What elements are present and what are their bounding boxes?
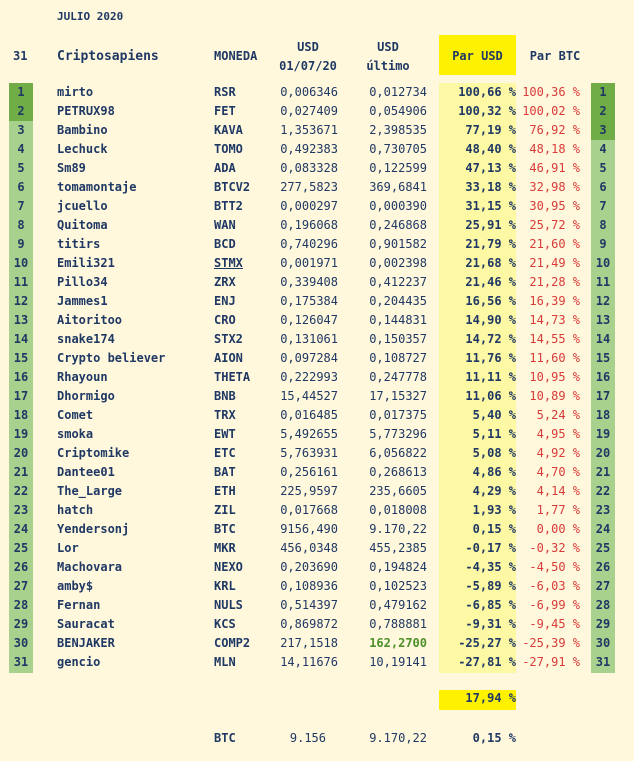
usd-last-value: 0,412237 bbox=[369, 275, 427, 289]
participant-name: Pillo34 bbox=[57, 275, 108, 289]
table-row bbox=[0, 368, 634, 387]
table-row bbox=[0, 83, 634, 102]
usd-last-value: 0,018008 bbox=[369, 503, 427, 517]
usd-last-value: 0,204435 bbox=[369, 294, 427, 308]
rank-right: 5 bbox=[599, 161, 607, 175]
par-usd-value: 14,72 % bbox=[465, 332, 516, 346]
participant-name: tomamontaje bbox=[57, 180, 137, 194]
par-btc-value: -27,91 % bbox=[522, 655, 580, 669]
rank-left: 11 bbox=[13, 275, 29, 289]
participant-name: Yendersonj bbox=[57, 522, 130, 536]
coin-symbol: ZRX bbox=[214, 275, 236, 289]
participant-name: Rhayoun bbox=[57, 370, 108, 384]
coin-symbol: ETC bbox=[214, 446, 236, 460]
par-usd-value: 77,19 % bbox=[465, 123, 516, 137]
usd-start-value: 0,514397 bbox=[280, 598, 338, 612]
par-btc-value: -6,03 % bbox=[529, 579, 580, 593]
usd-start-value: 0,203690 bbox=[280, 560, 338, 574]
usd-start-value: 0,000297 bbox=[280, 199, 338, 213]
rank-left: 31 bbox=[13, 655, 29, 669]
coin-symbol: BTT2 bbox=[214, 199, 243, 213]
table-row bbox=[0, 216, 634, 235]
rank-left: 1 bbox=[17, 85, 25, 99]
table-row bbox=[0, 520, 634, 539]
rank-right: 17 bbox=[595, 389, 611, 403]
table-row bbox=[0, 330, 634, 349]
usd-start-value: 0,175384 bbox=[280, 294, 338, 308]
table-row bbox=[0, 539, 634, 558]
usd-start-value: 0,027409 bbox=[280, 104, 338, 118]
table-row bbox=[0, 577, 634, 596]
par-btc-value: 32,98 % bbox=[529, 180, 580, 194]
participant-name: Jammes1 bbox=[57, 294, 108, 308]
participant-name: Machovara bbox=[57, 560, 123, 574]
par-usd-value: 100,32 % bbox=[458, 104, 516, 118]
usd-last-value: 2,398535 bbox=[369, 123, 427, 137]
participant-name: snake174 bbox=[57, 332, 115, 346]
usd-last-value: 0,002398 bbox=[369, 256, 427, 270]
usd-last-value: 0,194824 bbox=[369, 560, 427, 574]
rank-right: 7 bbox=[599, 199, 607, 213]
rank-right: 1 bbox=[599, 85, 607, 99]
participant-name: Lechuck bbox=[57, 142, 108, 156]
par-btc-value: 0,00 % bbox=[536, 522, 580, 536]
par-usd-value: 5,40 % bbox=[472, 408, 516, 422]
rank-right: 13 bbox=[595, 313, 611, 327]
par-btc-value: 21,49 % bbox=[529, 256, 580, 270]
table-row bbox=[0, 634, 634, 653]
usd-last-value: 235,6605 bbox=[369, 484, 427, 498]
par-usd-value: 100,66 % bbox=[458, 85, 516, 99]
par-usd-value: 11,76 % bbox=[465, 351, 516, 365]
coin-symbol: TOMO bbox=[214, 142, 243, 156]
par-usd-value: 47,13 % bbox=[465, 161, 516, 175]
usd-start-value: 14,11676 bbox=[280, 655, 338, 669]
table-row bbox=[0, 482, 634, 501]
table-row bbox=[0, 121, 634, 140]
par-usd-value: -5,89 % bbox=[465, 579, 516, 593]
par-btc-value: 1,77 % bbox=[536, 503, 580, 517]
coin-symbol: BCD bbox=[214, 237, 236, 251]
coin-symbol: FET bbox=[214, 104, 236, 118]
usd-start-value: 225,9597 bbox=[280, 484, 338, 498]
coin-symbol: STX2 bbox=[214, 332, 243, 346]
rank-right: 14 bbox=[595, 332, 611, 346]
usd-start-value: 15,44527 bbox=[280, 389, 338, 403]
par-btc-value: 100,02 % bbox=[522, 104, 580, 118]
usd-start-value: 0,492383 bbox=[280, 142, 338, 156]
usd-last-value: 0,102523 bbox=[369, 579, 427, 593]
par-btc-header: Par BTC bbox=[529, 49, 581, 63]
rank-left: 18 bbox=[13, 408, 29, 422]
coin-symbol: BTCV2 bbox=[214, 180, 251, 194]
usd-last-value: 369,6841 bbox=[369, 180, 427, 194]
rank-right: 15 bbox=[595, 351, 611, 365]
par-btc-value: -4,50 % bbox=[529, 560, 580, 574]
usd-last-header-line2: último bbox=[366, 59, 410, 73]
rank-right: 31 bbox=[595, 655, 611, 669]
coin-symbol: CRO bbox=[214, 313, 236, 327]
participant-name: Aitoritoo bbox=[57, 313, 123, 327]
par-usd-value: -0,17 % bbox=[465, 541, 516, 555]
rank-left: 26 bbox=[13, 560, 29, 574]
btc-label: BTC bbox=[214, 731, 236, 745]
usd-start-header-line2: 01/07/20 bbox=[279, 59, 337, 73]
rank-left: 22 bbox=[13, 484, 29, 498]
usd-start-value: 0,256161 bbox=[280, 465, 338, 479]
participant-name: Sm89 bbox=[57, 161, 86, 175]
par-usd-value: 21,68 % bbox=[465, 256, 516, 270]
participant-name: Dantee01 bbox=[57, 465, 115, 479]
rank-right: 24 bbox=[595, 522, 611, 536]
par-usd-header: Par USD bbox=[452, 49, 503, 63]
coin-symbol: COMP2 bbox=[214, 636, 251, 650]
par-btc-value: 16,39 % bbox=[529, 294, 580, 308]
par-btc-value: 4,95 % bbox=[536, 427, 580, 441]
usd-start-value: 0,006346 bbox=[280, 85, 338, 99]
par-btc-value: -9,45 % bbox=[529, 617, 580, 631]
rank-right: 30 bbox=[595, 636, 611, 650]
coin-column-header: MONEDA bbox=[214, 49, 258, 63]
rank-left: 10 bbox=[13, 256, 29, 270]
par-usd-value: 11,06 % bbox=[465, 389, 516, 403]
participant-name: Emili321 bbox=[57, 256, 115, 270]
usd-start-value: 0,017668 bbox=[280, 503, 338, 517]
coin-symbol: ENJ bbox=[214, 294, 236, 308]
coin-symbol: BNB bbox=[214, 389, 236, 403]
par-btc-value: 4,92 % bbox=[536, 446, 580, 460]
participant-name: Quitoma bbox=[57, 218, 108, 232]
coin-symbol: ETH bbox=[214, 484, 236, 498]
rank-left: 17 bbox=[13, 389, 29, 403]
usd-last-value: 0,901582 bbox=[369, 237, 427, 251]
participant-name: Lor bbox=[57, 541, 79, 555]
table-row bbox=[0, 178, 634, 197]
rank-left: 30 bbox=[13, 636, 29, 650]
par-usd-value: 14,90 % bbox=[465, 313, 516, 327]
par-usd-value: 21,79 % bbox=[465, 237, 516, 251]
coin-symbol: KCS bbox=[214, 617, 236, 631]
rank-left: 16 bbox=[13, 370, 29, 384]
table-row bbox=[0, 425, 634, 444]
usd-last-value: 5,773296 bbox=[369, 427, 427, 441]
usd-last-value: 6,056822 bbox=[369, 446, 427, 460]
par-btc-value: 21,28 % bbox=[529, 275, 580, 289]
par-usd-value: 0,15 % bbox=[472, 522, 516, 536]
participant-name: The_Large bbox=[57, 484, 123, 498]
par-btc-value: 30,95 % bbox=[529, 199, 580, 213]
rank-left: 4 bbox=[17, 142, 25, 156]
coin-symbol: BAT bbox=[214, 465, 236, 479]
rank-right: 20 bbox=[595, 446, 611, 460]
usd-last-value: 0,017375 bbox=[369, 408, 427, 422]
coin-symbol: KRL bbox=[214, 579, 236, 593]
usd-last-value: 0,246868 bbox=[369, 218, 427, 232]
usd-start-value: 0,083328 bbox=[280, 161, 338, 175]
coin-symbol: BTC bbox=[214, 522, 236, 536]
rank-right: 4 bbox=[599, 142, 607, 156]
usd-start-value: 277,5823 bbox=[280, 180, 338, 194]
rank-right: 12 bbox=[595, 294, 611, 308]
usd-start-value: 0,339408 bbox=[280, 275, 338, 289]
participant-name: PETRUX98 bbox=[57, 104, 115, 118]
rank-left: 5 bbox=[17, 161, 25, 175]
rank-right: 10 bbox=[595, 256, 611, 270]
participant-name: Comet bbox=[57, 408, 94, 422]
rank-left: 29 bbox=[13, 617, 29, 631]
usd-start-value: 0,108936 bbox=[280, 579, 338, 593]
usd-last-value: 162,2700 bbox=[369, 636, 427, 650]
participant-name: smoka bbox=[57, 427, 94, 441]
coin-symbol: NULS bbox=[214, 598, 243, 612]
rank-right: 23 bbox=[595, 503, 611, 517]
coin-symbol: MLN bbox=[214, 655, 236, 669]
usd-start-value: 0,740296 bbox=[280, 237, 338, 251]
coin-symbol: KAVA bbox=[214, 123, 243, 137]
usd-last-value: 0,012734 bbox=[369, 85, 427, 99]
rank-left: 15 bbox=[13, 351, 29, 365]
rank-left: 28 bbox=[13, 598, 29, 612]
par-btc-value: 11,60 % bbox=[529, 351, 580, 365]
usd-start-value: 9156,490 bbox=[280, 522, 338, 536]
par-btc-value: 5,24 % bbox=[536, 408, 580, 422]
participant-name: Criptomike bbox=[57, 446, 130, 460]
table-row bbox=[0, 406, 634, 425]
par-btc-value: 4,14 % bbox=[536, 484, 580, 498]
usd-last-header-line1: USD bbox=[377, 40, 399, 54]
usd-last-value: 0,144831 bbox=[369, 313, 427, 327]
usd-start-value: 0,869872 bbox=[280, 617, 338, 631]
rank-left: 2 bbox=[17, 104, 25, 118]
average-par-usd: 17,94 % bbox=[465, 691, 516, 705]
name-column-header: Criptosapiens bbox=[57, 49, 159, 64]
rank-left: 23 bbox=[13, 503, 29, 517]
coin-symbol: NEXO bbox=[214, 560, 243, 574]
rank-right: 29 bbox=[595, 617, 611, 631]
rank-right: 9 bbox=[599, 237, 607, 251]
rank-right: 11 bbox=[595, 275, 611, 289]
par-usd-value: 5,11 % bbox=[472, 427, 516, 441]
usd-start-value: 0,016485 bbox=[280, 408, 338, 422]
table-row bbox=[0, 387, 634, 406]
coin-symbol-underlined[interactable]: STMX bbox=[214, 256, 243, 270]
table-row bbox=[0, 197, 634, 216]
table-row bbox=[0, 273, 634, 292]
rank-right: 27 bbox=[595, 579, 611, 593]
rank-right: 28 bbox=[595, 598, 611, 612]
rank-left: 3 bbox=[17, 123, 25, 137]
par-usd-value: 4,29 % bbox=[472, 484, 516, 498]
participant-name: Bambino bbox=[57, 123, 108, 137]
usd-last-value: 0,108727 bbox=[369, 351, 427, 365]
par-btc-value: 100,36 % bbox=[522, 85, 580, 99]
table-row bbox=[0, 501, 634, 520]
rank-right: 3 bbox=[599, 123, 607, 137]
usd-start-value: 0,097284 bbox=[280, 351, 338, 365]
btc-usd-start: 9.156 bbox=[289, 731, 326, 745]
table-row bbox=[0, 558, 634, 577]
usd-last-value: 10,19141 bbox=[369, 655, 427, 669]
rank-left: 12 bbox=[13, 294, 29, 308]
usd-start-value: 0,196068 bbox=[280, 218, 338, 232]
par-usd-value: -6,85 % bbox=[465, 598, 516, 612]
par-usd-value: 16,56 % bbox=[465, 294, 516, 308]
table-row bbox=[0, 311, 634, 330]
rank-left: 27 bbox=[13, 579, 29, 593]
page-title: JULIO 2020 bbox=[57, 10, 124, 23]
par-usd-value: 11,11 % bbox=[465, 370, 516, 384]
usd-start-value: 0,001971 bbox=[280, 256, 338, 270]
usd-last-value: 0,150357 bbox=[369, 332, 427, 346]
coin-symbol: THETA bbox=[214, 370, 251, 384]
coin-symbol: MKR bbox=[214, 541, 236, 555]
rank-left: 9 bbox=[17, 237, 25, 251]
usd-start-value: 5,763931 bbox=[280, 446, 338, 460]
table-row bbox=[0, 159, 634, 178]
usd-last-value: 0,268613 bbox=[369, 465, 427, 479]
participant-name: gencio bbox=[57, 655, 101, 669]
par-btc-value: -0,32 % bbox=[529, 541, 580, 555]
par-usd-value: 5,08 % bbox=[472, 446, 516, 460]
par-usd-value: 1,93 % bbox=[472, 503, 516, 517]
usd-last-value: 0,122599 bbox=[369, 161, 427, 175]
usd-start-header-line1: USD bbox=[297, 40, 319, 54]
usd-start-value: 1,353671 bbox=[280, 123, 338, 137]
participant-name: amby$ bbox=[57, 579, 94, 593]
table-row bbox=[0, 235, 634, 254]
table-row bbox=[0, 292, 634, 311]
coin-symbol: EWT bbox=[214, 427, 236, 441]
par-btc-value: 48,18 % bbox=[529, 142, 580, 156]
btc-usd-last: 9.170,22 bbox=[369, 731, 427, 745]
table-row bbox=[0, 102, 634, 121]
table-row bbox=[0, 653, 634, 672]
rank-left: 24 bbox=[13, 522, 29, 536]
rank-right: 25 bbox=[595, 541, 611, 555]
rank-right: 18 bbox=[595, 408, 611, 422]
usd-last-value: 0,000390 bbox=[369, 199, 427, 213]
par-btc-value: 10,95 % bbox=[529, 370, 580, 384]
rank-right: 22 bbox=[595, 484, 611, 498]
par-usd-value: -27,81 % bbox=[458, 655, 516, 669]
table-row bbox=[0, 596, 634, 615]
rank-left: 20 bbox=[13, 446, 29, 460]
rank-right: 21 bbox=[595, 465, 611, 479]
rank-left: 7 bbox=[17, 199, 25, 213]
coin-symbol: RSR bbox=[214, 85, 236, 99]
btc-par-usd: 0,15 % bbox=[472, 731, 516, 745]
table-row bbox=[0, 444, 634, 463]
par-btc-value: 25,72 % bbox=[529, 218, 580, 232]
participant-name: Dhormigo bbox=[57, 389, 115, 403]
par-usd-value: 48,40 % bbox=[465, 142, 516, 156]
par-usd-value: 31,15 % bbox=[465, 199, 516, 213]
par-btc-value: 14,55 % bbox=[529, 332, 580, 346]
par-btc-value: 14,73 % bbox=[529, 313, 580, 327]
usd-last-value: 0,730705 bbox=[369, 142, 427, 156]
usd-start-value: 0,222993 bbox=[280, 370, 338, 384]
rank-left: 8 bbox=[17, 218, 25, 232]
coin-symbol: WAN bbox=[214, 218, 236, 232]
usd-start-value: 217,1518 bbox=[280, 636, 338, 650]
participant-name: Crypto believer bbox=[57, 351, 166, 365]
participant-name: BENJAKER bbox=[57, 636, 115, 650]
usd-start-value: 456,0348 bbox=[280, 541, 338, 555]
coin-symbol: ZIL bbox=[214, 503, 236, 517]
par-btc-value: 21,60 % bbox=[529, 237, 580, 251]
usd-last-value: 0,247778 bbox=[369, 370, 427, 384]
usd-start-value: 0,126047 bbox=[280, 313, 338, 327]
rank-left: 21 bbox=[13, 465, 29, 479]
table-row bbox=[0, 349, 634, 368]
usd-start-value: 0,131061 bbox=[280, 332, 338, 346]
par-btc-value: 4,70 % bbox=[536, 465, 580, 479]
rank-left: 19 bbox=[13, 427, 29, 441]
par-btc-value: -6,99 % bbox=[529, 598, 580, 612]
coin-symbol bbox=[214, 254, 243, 273]
participant-name: Sauracat bbox=[57, 617, 115, 631]
par-usd-value: -9,31 % bbox=[465, 617, 516, 631]
rank-right: 16 bbox=[595, 370, 611, 384]
rank-right: 8 bbox=[599, 218, 607, 232]
rank-right: 6 bbox=[599, 180, 607, 194]
par-btc-value: 10,89 % bbox=[529, 389, 580, 403]
usd-last-value: 9.170,22 bbox=[369, 522, 427, 536]
rank-right: 19 bbox=[595, 427, 611, 441]
rank-left: 25 bbox=[13, 541, 29, 555]
participant-count: 31 bbox=[13, 49, 28, 63]
table-row bbox=[0, 254, 634, 273]
usd-last-value: 0,054906 bbox=[369, 104, 427, 118]
usd-last-value: 455,2385 bbox=[369, 541, 427, 555]
rank-left: 13 bbox=[13, 313, 29, 327]
par-btc-value: 46,91 % bbox=[529, 161, 580, 175]
rank-right: 26 bbox=[595, 560, 611, 574]
table-row bbox=[0, 140, 634, 159]
par-usd-value: 25,91 % bbox=[465, 218, 516, 232]
participant-name: hatch bbox=[57, 503, 94, 517]
usd-start-value: 5,492655 bbox=[280, 427, 338, 441]
coin-symbol: AION bbox=[214, 351, 243, 365]
par-usd-value: 4,86 % bbox=[472, 465, 516, 479]
table-row bbox=[0, 463, 634, 482]
participant-name: mirto bbox=[57, 85, 94, 99]
par-usd-value: 33,18 % bbox=[465, 180, 516, 194]
rank-left: 14 bbox=[13, 332, 29, 346]
participant-name: Fernan bbox=[57, 598, 101, 612]
par-btc-value: -25,39 % bbox=[522, 636, 580, 650]
table-row bbox=[0, 615, 634, 634]
par-usd-value: -4,35 % bbox=[465, 560, 516, 574]
coin-symbol: ADA bbox=[214, 161, 236, 175]
usd-last-value: 17,15327 bbox=[369, 389, 427, 403]
usd-last-value: 0,788881 bbox=[369, 617, 427, 631]
participant-name: jcuello bbox=[57, 199, 108, 213]
par-usd-value: -25,27 % bbox=[458, 636, 516, 650]
coin-symbol: TRX bbox=[214, 408, 236, 422]
par-usd-value: 21,46 % bbox=[465, 275, 516, 289]
participant-name: titirs bbox=[57, 237, 101, 251]
rank-left: 6 bbox=[17, 180, 25, 194]
par-btc-value: 76,92 % bbox=[529, 123, 580, 137]
usd-last-value: 0,479162 bbox=[369, 598, 427, 612]
rank-right: 2 bbox=[599, 104, 607, 118]
